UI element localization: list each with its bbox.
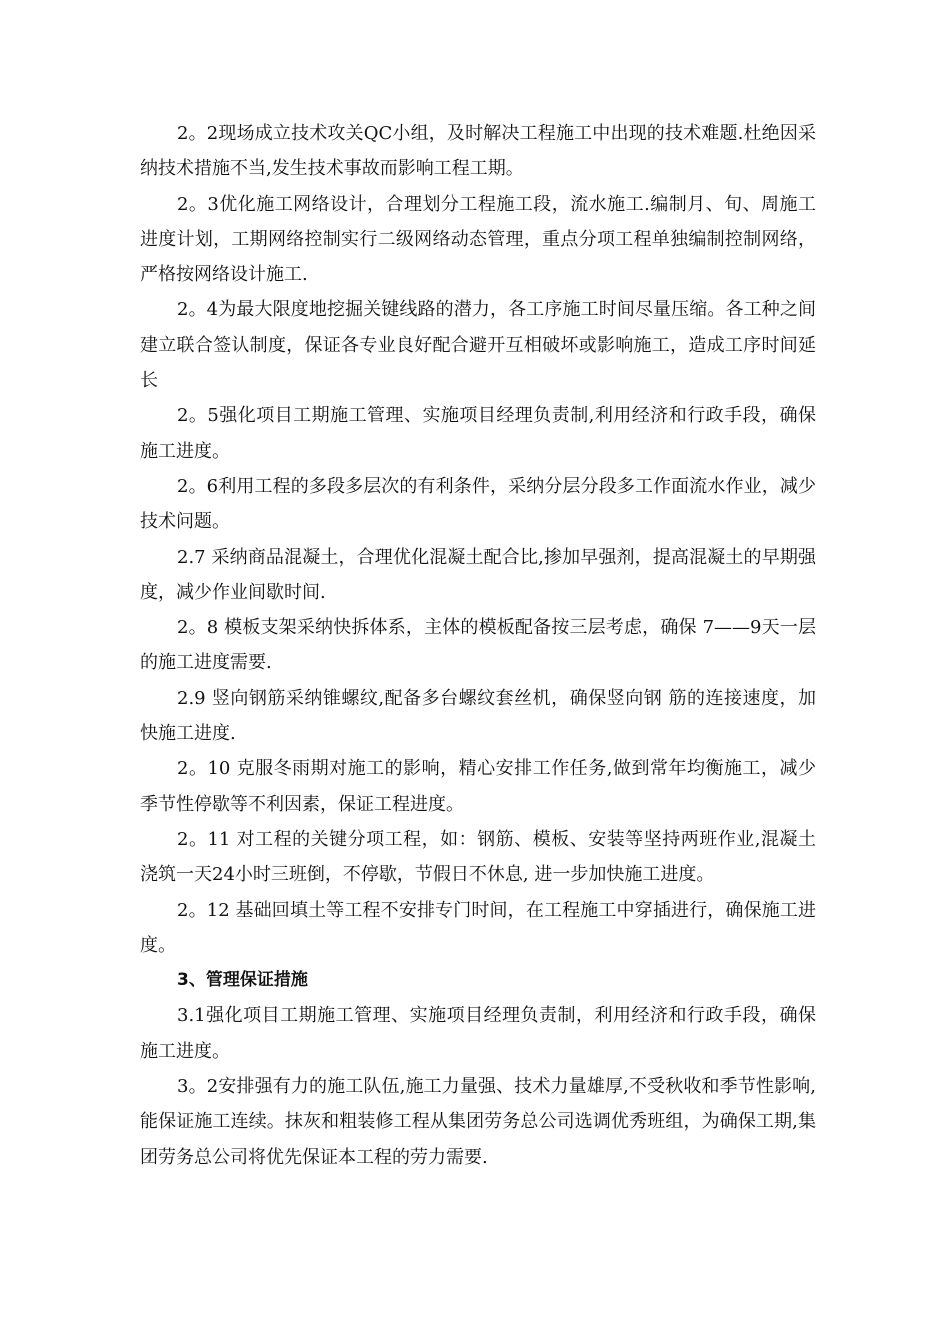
paragraph-2-6: 2。6利用工程的多段多层次的有利条件，采纳分层分段多工作面流水作业，减少技术问题。 (140, 475, 816, 533)
paragraph-2-8: 2。8 模板支架采纳快拆体系，主体的模板配备按三层考虑，确保 7——9天一层的施工进度需要. (140, 617, 816, 674)
paragraph-3-2: 3。2安排强有力的施工队伍,施工力量强、技术力量雄厚,不受秋收和季节性影响,能保证施工连续。抹灰和粗装修工程从集团劳务总公司选调优秀班组，为确保工期,集团劳务总公司将优先保证本工程的劳力需要. (140, 1076, 816, 1168)
paragraph-2-9: 2.9 竖向钢筋采纳锥螺纹,配备多台螺纹套丝机，确保竖向钢 筋的连接速度，加快施工进度. (140, 687, 816, 745)
section-heading: 3、管理保证措施 (177, 970, 308, 991)
paragraph-2-5: 2。5强化项目工期施工管理、实施项目经理负责制,利用经济和行政手段，确保施工进度。 (140, 405, 816, 462)
document-body (140, 116, 816, 1175)
paragraph-3-1: 3.1强化项目工期施工管理、实施项目经理负责制，利用经济和行政手段，确保施工进度。 (140, 1005, 816, 1062)
paragraph-2-7: 2.7 采纳商品混凝土，合理优化混凝土配合比,掺加早强剂，提高混凝土的早期强度，减少作业间歇时间. (140, 546, 816, 603)
paragraph-2-12: 2。12 基础回填土等工程不安排专门时间，在工程施工中穿插进行，确保施工进度。 (140, 899, 816, 956)
paragraph-2-2: 2。2现场成立技术攻关QC小组，及时解决工程施工中出现的技术难题.杜绝因采纳技术措施不当,发生技术事故而影响工程工期。 (140, 123, 816, 180)
paragraph-2-10: 2。10 克服冬雨期对施工的影响，精心安排工作任务,做到常年均衡施工，减少季节性停歇等不利因素，保证工程进度。 (140, 758, 816, 815)
paragraph-2-4: 2。4为最大限度地挖掘关键线路的潜力，各工序施工时间尽量压缩。各工种之间建立联合签认制度，保证各专业良好配合避开互相破坏或影响施工，造成工序时间延长 (140, 299, 816, 392)
paragraph-2-11: 2。11 对工程的关键分项工程，如：钢筋、模板、安装等坚持两班作业,混凝土浇筑一天24小时三班倒，不停歇，节假日不休息, 进一步加快施工进度。 (140, 828, 816, 886)
paragraph-2-3: 2。3优化施工网络设计，合理划分工程施工段，流水施工.编制月、旬、周施工进度计划，工期网络控制实行二级网络动态管理，重点分项工程单独编制控制网络，严格按网络设计施工. (140, 193, 816, 286)
